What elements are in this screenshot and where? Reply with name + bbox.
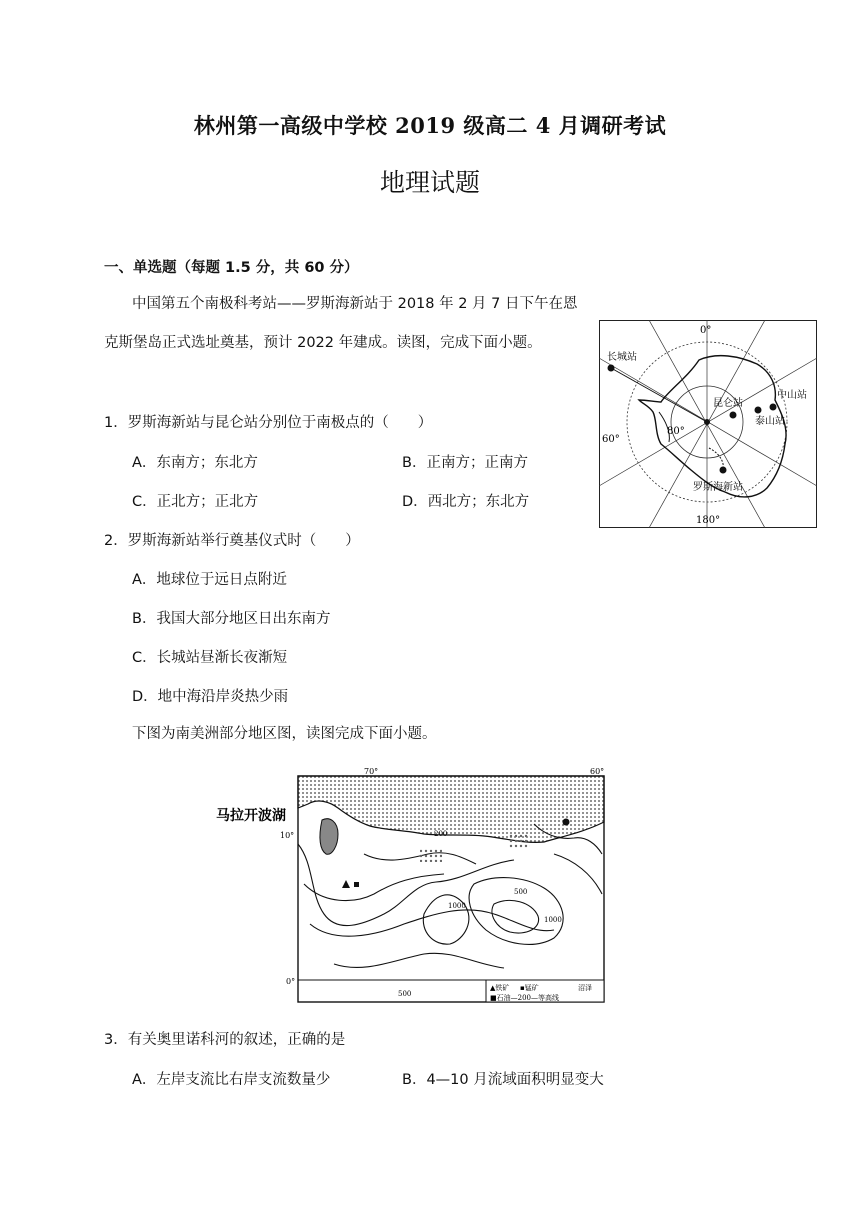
lat-0-label: 0°	[286, 977, 296, 986]
legend-manganese: ▪锰矿	[520, 984, 539, 992]
south-pole-point	[704, 419, 710, 425]
exam-subject: 地理试题	[379, 168, 480, 197]
question-2-option-a: A．地球位于远日点附近	[132, 572, 287, 588]
taishan-label: 泰山站	[755, 416, 785, 427]
question-1-option-b: B．正南方；正南方	[402, 455, 528, 471]
question-2-stem: 2．罗斯海新站举行奠基仪式时（ ）	[104, 533, 360, 549]
changcheng-label: 长城站	[607, 352, 637, 363]
city-marker	[563, 819, 570, 826]
oil-marker	[354, 882, 359, 887]
lon-60-label: 60°	[590, 767, 605, 776]
legend-iron: ▲铁矿	[490, 984, 510, 992]
lat-80-label: 80°	[667, 426, 685, 437]
legend-swamp: 沼泽	[578, 984, 592, 992]
exam-title: 林州第一高级中学校 2019 级高二 4 月调研考试	[193, 113, 667, 138]
ross-sea-label: 罗斯海新站	[693, 482, 743, 493]
passage1-line2: 克斯堡岛正式选址奠基，预计 2022 年建成。读图，完成下面小题。	[104, 335, 542, 351]
kunlun-label: 昆仑站	[713, 398, 743, 409]
changcheng-station-point	[608, 365, 615, 372]
question-1-option-c: C．正北方；正北方	[132, 494, 259, 510]
question-1-option-a: A．东南方；东北方	[132, 455, 258, 471]
question-3-option-b: B．4—10 月流域面积明显变大	[402, 1072, 604, 1088]
ross-sea-station-point	[720, 467, 727, 474]
swamp-area	[420, 848, 442, 862]
legend-oil-contour: ■石油—200—等高线	[490, 994, 559, 1002]
question-3-stem: 3．有关奥里诺科河的叙述，正确的是	[104, 1032, 346, 1048]
passage1-line1: 中国第五个南极科考站——罗斯海新站于 2018 年 2 月 7 日下午在恩	[132, 296, 578, 312]
lon-70-label: 70°	[364, 767, 379, 776]
lon-180-label: 180°	[696, 515, 721, 526]
zhongshan-label: 中山站	[777, 390, 807, 401]
lon-60-label: 60°	[602, 434, 620, 445]
swamp-area-2	[508, 834, 530, 848]
contour-label-200: 200	[434, 830, 448, 838]
question-2-option-b: B．我国大部分地区日出东南方	[132, 611, 331, 627]
question-3-option-a: A．左岸支流比右岸支流数量少	[132, 1072, 331, 1088]
question-2-option-c: C．长城站昼渐长夜渐短	[132, 650, 288, 666]
taishan-station-point	[755, 407, 762, 414]
contour-label-1000b: 1000	[544, 916, 562, 924]
question-1-stem: 1．罗斯海新站与昆仑站分别位于南极点的（ ）	[104, 415, 433, 431]
zhongshan-station-point	[770, 404, 777, 411]
section-heading: 一、单选题（每题 1.5 分，共 60 分）	[104, 260, 359, 276]
antarctic-polar-map	[599, 320, 817, 528]
south-america-map	[214, 764, 614, 1008]
lat-10-label: 10°	[280, 831, 295, 840]
contour-label-1000: 1000	[448, 902, 466, 910]
passage2-text: 下图为南美洲部分地区图，读图完成下面小题。	[132, 726, 437, 742]
contour-label-500b: 500	[514, 888, 528, 896]
question-2-option-d: D．地中海沿岸炎热少雨	[132, 689, 289, 705]
lon-0-label: 0°	[700, 325, 712, 336]
maracaibo-label: 马拉开波湖	[216, 808, 286, 824]
contour-label-500: 500	[398, 990, 412, 998]
kunlun-station-point	[730, 412, 737, 419]
question-1-option-d: D．西北方；东北方	[402, 494, 530, 510]
